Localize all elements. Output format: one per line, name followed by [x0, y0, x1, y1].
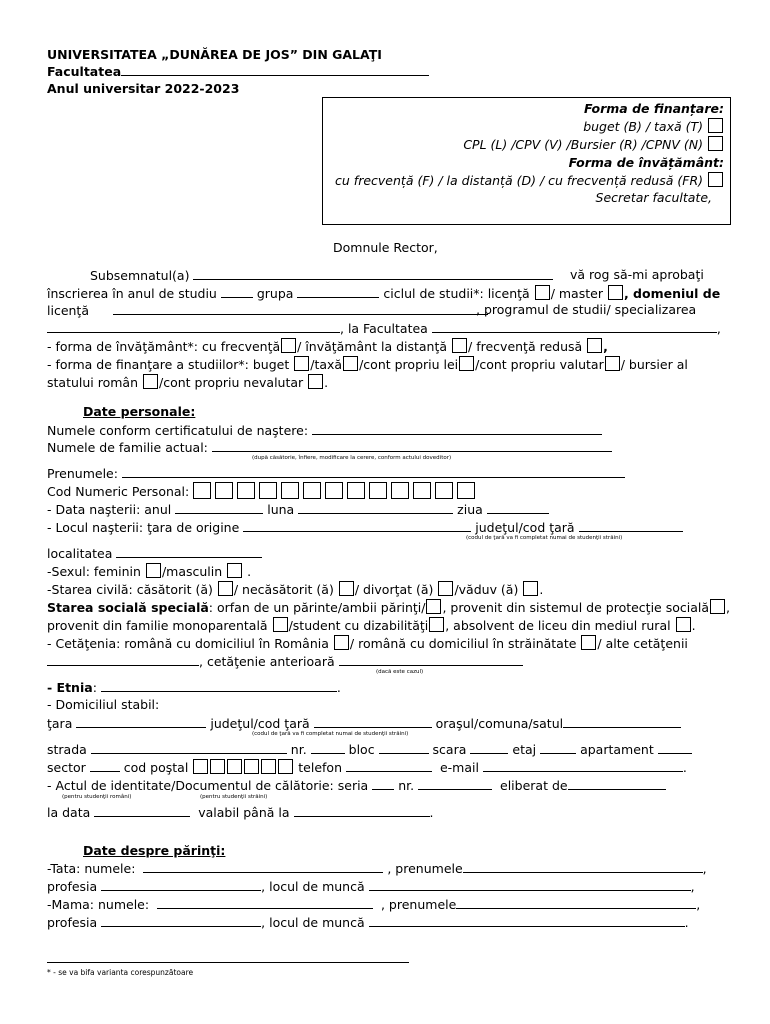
email-field[interactable] [483, 759, 683, 772]
own-currency-checkbox[interactable] [605, 356, 620, 371]
finance-checkbox-1[interactable] [708, 118, 723, 133]
domicile-title: - Domiciliul stabil: [47, 697, 160, 712]
cnp-digit[interactable] [369, 482, 387, 499]
family-name-field[interactable] [212, 439, 612, 452]
birth-place-line: - Locul naşterii: ţara de origine judeţul/cod ţară [47, 519, 683, 536]
family-name-note: (după căsătorie, înfiere, modificare la cerere, conform actului doveditor) [252, 455, 452, 461]
cnp-digit[interactable] [413, 482, 431, 499]
group-field[interactable] [297, 285, 379, 298]
postal-digit[interactable] [278, 759, 293, 774]
female-checkbox[interactable] [146, 563, 161, 578]
male-checkbox[interactable] [227, 563, 242, 578]
applicant-name-field[interactable] [193, 267, 553, 280]
mother-profession-line: profesia , locul de muncă . [47, 915, 689, 930]
id-issuer-field[interactable] [568, 777, 666, 790]
study-options: cu frecvență (F) / la distanță (D) / cu frecvență redusă (FR) [335, 172, 724, 190]
birth-name-field[interactable] [312, 422, 602, 435]
widowed-checkbox[interactable] [523, 581, 538, 596]
divorced-checkbox[interactable] [438, 581, 453, 596]
family-name-line: Numele de familie actual: [47, 439, 612, 456]
id-note-foreign: (pentru studenţii străini) [200, 794, 268, 800]
body-line-1-end: vă rog să-mi aprobaţi [570, 267, 704, 282]
own-lei-checkbox[interactable] [459, 356, 474, 371]
distance-checkbox[interactable] [452, 338, 467, 353]
previous-citizenship-field[interactable] [339, 653, 523, 666]
study-title: Forma de învățământ: [568, 155, 724, 170]
postal-digit[interactable] [193, 759, 208, 774]
ro-resident-checkbox[interactable] [334, 635, 349, 650]
social-status-line: Starea socială specială: orfan de un părinte/ambii părinţi/ , provenit din sistemul de protecţie socială , [47, 600, 731, 615]
locality-line: localitatea [47, 545, 262, 562]
faculty-field[interactable] [121, 63, 429, 76]
finance-title: Forma de finanțare: [583, 101, 724, 116]
domicile-line: ţara judeţul/cod ţară oraşul/comuna/satul [47, 715, 681, 732]
locality-field[interactable] [116, 545, 262, 558]
mother-line: -Mama: numele: , prenumele , [47, 897, 701, 912]
street-field[interactable] [91, 741, 287, 754]
father-workplace-field[interactable] [369, 878, 691, 891]
finance-form-line: - forma de finanţare a studiilor*: buget /taxă /cont propriu lei /cont propriu valutar / bursier al [47, 357, 688, 372]
block-field[interactable] [379, 741, 429, 754]
dom-county-field[interactable] [314, 715, 432, 728]
social-protection-checkbox[interactable] [710, 599, 725, 614]
mother-profession-field[interactable] [101, 914, 261, 927]
street-line: strada nr. bloc scara etaj apartament [47, 741, 692, 758]
married-checkbox[interactable] [218, 581, 233, 596]
id-number-field[interactable] [418, 777, 492, 790]
rural-checkbox[interactable] [676, 617, 691, 632]
cnp-digit[interactable] [303, 482, 321, 499]
mother-firstname-field[interactable] [456, 896, 696, 909]
other-citizenship-field[interactable] [47, 653, 199, 666]
id-document-line: - Actul de identitate/Documentul de călătorie: seria nr. eliberat de [47, 777, 666, 794]
cnp-digit[interactable] [193, 482, 211, 499]
id-series-field[interactable] [372, 777, 394, 790]
father-profession-field[interactable] [101, 878, 261, 891]
sector-field[interactable] [90, 759, 120, 772]
disability-checkbox[interactable] [429, 617, 444, 632]
footnote: * - se va bifa varianta corespunzătoare [47, 968, 194, 977]
bachelor-checkbox[interactable] [535, 285, 550, 300]
postal-digit[interactable] [261, 759, 276, 774]
phone-field[interactable] [346, 759, 432, 772]
ethnicity-field[interactable] [101, 679, 337, 692]
postal-digit[interactable] [244, 759, 259, 774]
citizenship-note: (dacă este cazul) [376, 669, 424, 675]
cnp-digit[interactable] [259, 482, 277, 499]
stair-field[interactable] [470, 741, 508, 754]
study-checkbox[interactable] [708, 172, 723, 187]
body-line-4: , la Facultatea , [47, 320, 721, 337]
faculty-line: Facultatea [47, 63, 429, 80]
single-parent-checkbox[interactable] [273, 617, 288, 632]
birth-date-line: - Data naşterii: anul luna ziua [47, 501, 549, 518]
valid-until-field[interactable] [294, 804, 430, 817]
birth-country-field[interactable] [243, 519, 471, 532]
domain-field[interactable] [113, 302, 488, 315]
study-year-field[interactable] [221, 285, 253, 298]
cnp-digit[interactable] [457, 482, 475, 499]
first-name-field[interactable] [122, 465, 625, 478]
study-form-line: - forma de învăţământ*: cu frecvenţă / învăţământ la distanţă / frecvenţă redusă , [47, 339, 608, 354]
cnp-digit[interactable] [435, 482, 453, 499]
body-line-1: Subsemnatul(a) [90, 267, 553, 284]
floor-field[interactable] [540, 741, 576, 754]
citizenship-line-2: , cetăţenie anterioară [47, 653, 523, 670]
mother-workplace-field[interactable] [369, 914, 685, 927]
civil-status-line: -Starea civilă: căsătorit (ă) / necăsătorit (ă) / divorţat (ă) /văduv (ă) . [47, 582, 544, 597]
postal-digit[interactable] [210, 759, 225, 774]
sex-line: -Sexul: feminin /masculin . [47, 564, 252, 579]
finance-box [322, 97, 731, 225]
cnp-digit[interactable] [281, 482, 299, 499]
first-name-line: Prenumele: [47, 465, 625, 482]
birth-year-field[interactable] [175, 501, 263, 514]
father-name-field[interactable] [143, 860, 383, 873]
body-line-2: înscrierea în anul de studiu grupa ciclul de studii*: licenţă / master , domeniul de [47, 286, 721, 301]
academic-year: Anul universitar 2022-2023 [47, 81, 240, 96]
birth-name-line: Numele conform certificatului de naştere: [47, 422, 602, 439]
reduced-checkbox[interactable] [587, 338, 602, 353]
finance-form-line-2: statului român /cont propriu nevalutar . [47, 375, 329, 390]
salutation: Domnule Rector, [333, 240, 438, 255]
id-note-romanian: (pentru studenţii români) [62, 794, 132, 800]
finance-options-1: buget (B) / taxă (T) [583, 118, 724, 136]
secretary-label: Secretar facultate, [595, 190, 712, 205]
citizenship-line: - Cetăţenia: română cu domiciliul în România / română cu domiciliul în străinătate / alte cetăţenii [47, 636, 688, 651]
ethnicity-line: - Etnia: . [47, 680, 341, 695]
postal-digit[interactable] [227, 759, 242, 774]
cnp-digit[interactable] [215, 482, 233, 499]
issue-date-line: la data valabil până la . [47, 805, 434, 820]
issue-date-field[interactable] [94, 804, 190, 817]
domicile-note: (codul de ţară va fi completat numai de studenţii străini) [252, 731, 409, 737]
full-time-checkbox[interactable] [281, 338, 296, 353]
cnp-line: Cod Numeric Personal: [47, 482, 479, 500]
birth-county-field[interactable] [579, 519, 683, 532]
social-status-line-2: provenit din familie monoparentală /student cu dizabilităţi , absolvent de liceu din mediul rural . [47, 618, 696, 633]
fee-checkbox[interactable] [343, 356, 358, 371]
body-line-3-end: , programul de studii/ specializarea [476, 302, 697, 317]
orphan-checkbox[interactable] [426, 599, 441, 614]
dom-city-field[interactable] [563, 715, 681, 728]
birth-month-field[interactable] [298, 501, 453, 514]
cnp-digit[interactable] [325, 482, 343, 499]
cnp-digit[interactable] [237, 482, 255, 499]
university-name: UNIVERSITATEA „DUNĂREA DE JOS” DIN GALAŢI [47, 47, 382, 62]
parents-title: Date despre părinţi: [83, 843, 226, 858]
cnp-digit[interactable] [391, 482, 409, 499]
street-number-field[interactable] [311, 741, 345, 754]
father-firstname-field[interactable] [463, 860, 703, 873]
state-scholar-checkbox[interactable] [143, 374, 158, 389]
unmarried-checkbox[interactable] [339, 581, 354, 596]
body-line-3: licenţă [47, 302, 488, 319]
finance-options-2: CPL (L) /CPV (V) /Bursier (R) /CPNV (N) [463, 136, 724, 154]
birth-day-field[interactable] [487, 501, 549, 514]
footnote-divider [47, 962, 409, 963]
budget-checkbox[interactable] [294, 356, 309, 371]
own-nonconvertible-checkbox[interactable] [308, 374, 323, 389]
father-line: -Tata: numele: , prenumele , [47, 861, 707, 876]
dom-country-field[interactable] [76, 715, 206, 728]
faculty-name-field[interactable] [432, 320, 717, 333]
mother-name-field[interactable] [157, 896, 373, 909]
father-profession-line: profesia , locul de muncă , [47, 879, 695, 894]
cnp-digit[interactable] [347, 482, 365, 499]
personal-data-title: Date personale: [83, 404, 196, 419]
master-checkbox[interactable] [608, 285, 623, 300]
birth-place-note: (codul de ţară va fi completat numai de studenţii străini) [466, 535, 623, 541]
apartment-field[interactable] [658, 741, 692, 754]
specialization-field[interactable] [47, 320, 340, 333]
ro-abroad-checkbox[interactable] [581, 635, 596, 650]
finance-checkbox-2[interactable] [708, 136, 723, 151]
sector-line: sector cod poştal telefon e-mail . [47, 760, 687, 775]
